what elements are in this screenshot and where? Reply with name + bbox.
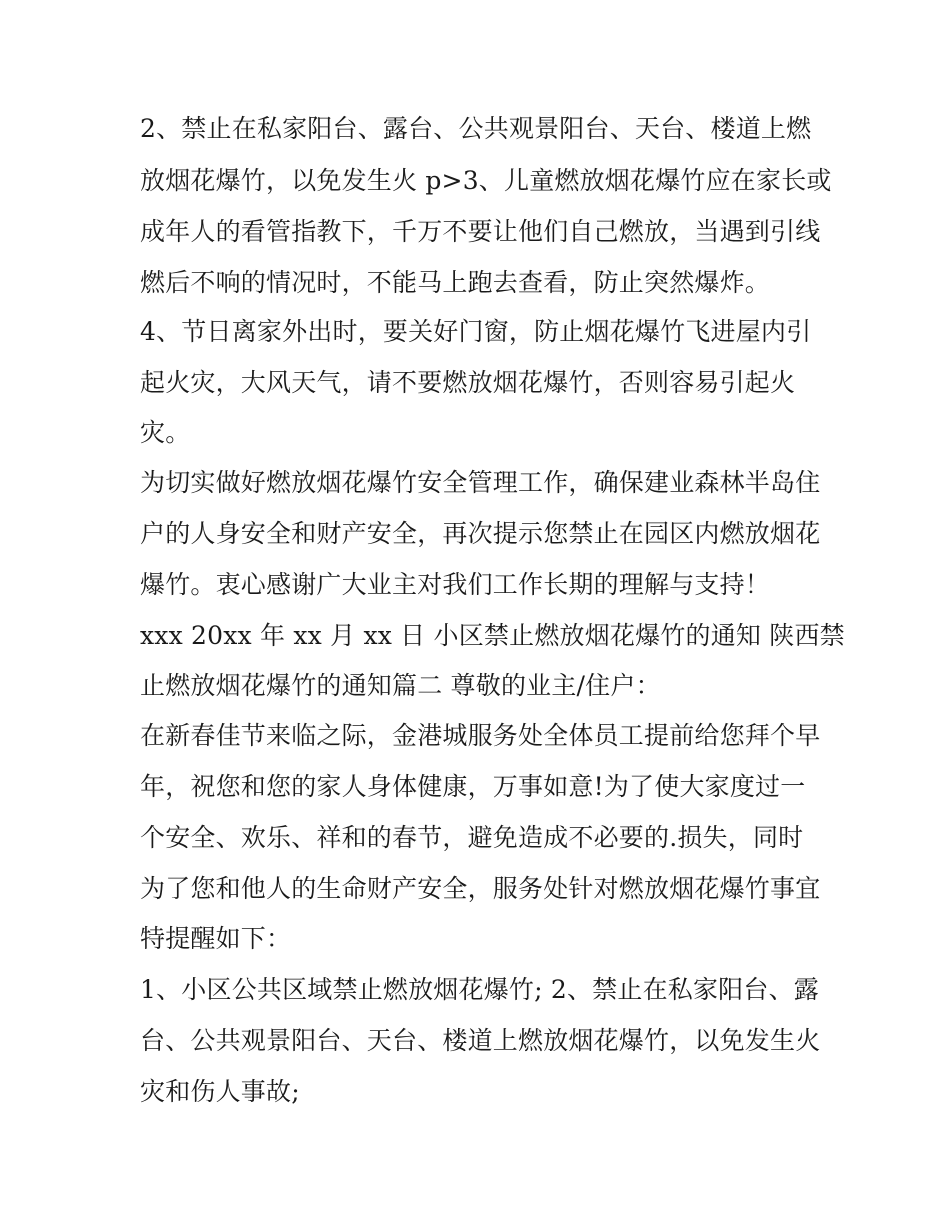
text-line-14: 年，祝您和您的家人身体健康，万事如意!为了使大家度过一 <box>140 772 806 801</box>
text-line-7: 灾。 <box>140 418 191 447</box>
text-line-9: 户的人身安全和财产安全，再次提示您禁止在园区内燃放烟花 <box>140 519 821 548</box>
text-line-10: 爆竹。衷心感谢广大业主对我们工作长期的理解与支持！ <box>140 570 771 599</box>
text-line-5: 4、节日离家外出时，要关好门窗，防止烟花爆竹飞进屋内引 <box>140 317 812 346</box>
text-line-11: xxx 20xx 年 xx 月 xx 日 小区禁止燃放烟花爆竹的通知 陕西禁 <box>140 621 845 650</box>
text-line-1: 2、禁止在私家阳台、露台、公共观景阳台、天台、楼道上燃 <box>140 114 812 143</box>
text-line-2: 放烟花爆竹，以免发生火 p>3、儿童燃放烟花爆竹应在家长或 <box>140 166 832 195</box>
text-line-20: 灾和伤人事故; <box>140 1077 300 1106</box>
text-line-17: 特提醒如下： <box>140 924 292 953</box>
text-line-12: 止燃放烟花爆竹的通知篇二 尊敬的业主/住户： <box>140 671 661 700</box>
text-line-16: 为了您和他人的生命财产安全，服务处针对燃放烟花爆竹事宜 <box>140 874 821 903</box>
text-line-18: 1、小区公共区域禁止燃放烟花爆竹; 2、禁止在私家阳台、露 <box>140 975 819 1004</box>
text-line-15: 个安全、欢乐、祥和的春节，避免造成不必要的.损失，同时 <box>140 823 804 852</box>
text-line-6: 起火灾，大风天气，请不要燃放烟花爆竹，否则容易引起火 <box>140 368 796 397</box>
text-line-4: 燃后不响的情况时，不能马上跑去查看，防止突然爆炸。 <box>140 268 771 297</box>
text-line-13: 在新春佳节来临之际，金港城服务处全体员工提前给您拜个早 <box>140 721 821 750</box>
text-line-8: 为切实做好燃放烟花爆竹安全管理工作，确保建业森林半岛住 <box>140 468 821 497</box>
text-line-19: 台、公共观景阳台、天台、楼道上燃放烟花爆竹，以免发生火 <box>140 1026 821 1055</box>
text-line-3: 成年人的看管指教下，千万不要让他们自己燃放，当遇到引线 <box>140 217 821 246</box>
